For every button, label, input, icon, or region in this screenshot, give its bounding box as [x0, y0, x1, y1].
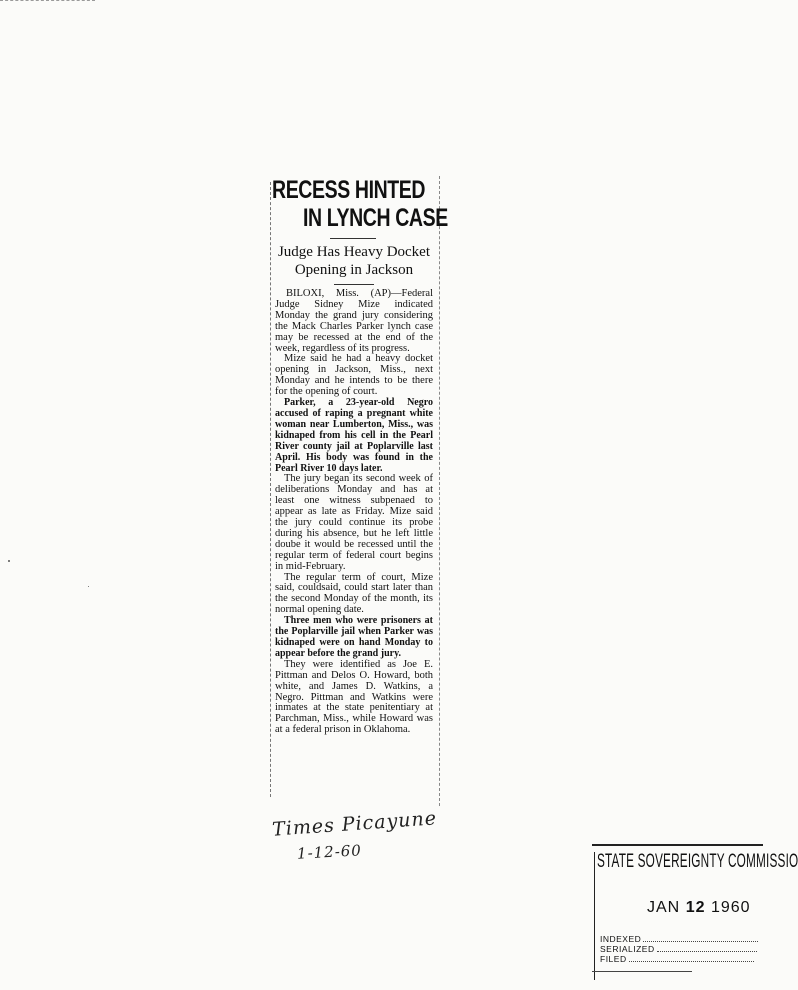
stamp-top-rule — [592, 844, 763, 846]
scan-speck — [88, 586, 89, 587]
article-paragraph: Three men who were prisoners at the Poplarville jail when Parker was kidnaped were on hand Monday to appear before the grand jury. — [275, 615, 433, 659]
article-paragraph: Parker, a 23-year-old Negro accused of raping a pregnant white woman near Lumberton, Miss., was kidnaped from his cell in the Pearl River county jail at Poplarville last April. His body was found in the Pearl River 10 days later. — [275, 397, 433, 474]
stamp-field-indexed — [600, 934, 758, 944]
headline-divider — [330, 238, 376, 239]
article-paragraph: BILOXI, Miss. (AP)—Federal Judge Sidney Mize indicated Monday the grand jury considering the Mack Charles Parker lynch case may be recessed at the end of the week, regardless of its progress. — [275, 288, 433, 354]
article-paragraph: The regular term of court, Mize said, couldsaid, could start later than the second Monday of the month, its normal opening date. — [275, 571, 433, 616]
article-paragraph: The jury began its second week of deliberations Monday and has at least one witness subpenaed to appear as late as Friday. Mize said the jury could continue its probe during his absence, but he left little doube it would be recessed until the regular term of federal court begins in mid-February. — [275, 473, 433, 572]
stamp-field-serialized-label: SERIALIZED — [600, 944, 655, 954]
stamp-date-year: 1960 — [710, 899, 751, 916]
stamp-field-filed — [600, 954, 754, 964]
stamp-title: STATE SOVEREIGNTY COMMISSIO — [597, 851, 798, 872]
scan-speck — [8, 560, 10, 562]
top-dashed-border — [0, 0, 95, 3]
stamp-field-filed-label: FILED — [600, 954, 627, 964]
headline-line-2: IN LYNCH CASE — [303, 204, 448, 232]
newspaper-clipping — [272, 176, 448, 808]
deck-divider — [334, 284, 374, 285]
stamp-left-rule — [594, 852, 595, 980]
commission-stamp — [592, 838, 798, 988]
stamp-field-serialized — [600, 944, 757, 954]
clipping-left-edge — [270, 182, 271, 797]
article-paragraph: They were identified as Joe E. Pittman and Delos O. Howard, both white, and James D. Watkins, a Negro. Pittman and Watkins were inmates at the state penitentiary at Parchman, Miss., while Howard was at a federal prison in Oklahoma. — [275, 658, 433, 736]
handwritten-date: 1-12-60 — [296, 841, 363, 863]
clipping-right-edge — [439, 176, 440, 806]
stamp-field-indexed-label: INDEXED — [600, 934, 642, 944]
article-body — [275, 289, 433, 736]
stamp-date-month: JAN — [647, 899, 681, 916]
article-paragraph: Mize said he had a heavy docket opening in Jackson, Miss., next Monday and he intends to be there for the opening of court. — [275, 353, 433, 398]
handwritten-source: Times Picayune — [271, 807, 438, 841]
stamp-date-day: 12 — [685, 899, 706, 916]
deck-line-2: Opening in Jackson — [294, 262, 414, 278]
stamp-bottom-rule — [592, 971, 692, 972]
headline-line-1: RECESS HINTED — [272, 176, 426, 204]
deck-line-1: Judge Has Heavy Docket — [277, 244, 431, 260]
stamp-date — [647, 899, 751, 917]
